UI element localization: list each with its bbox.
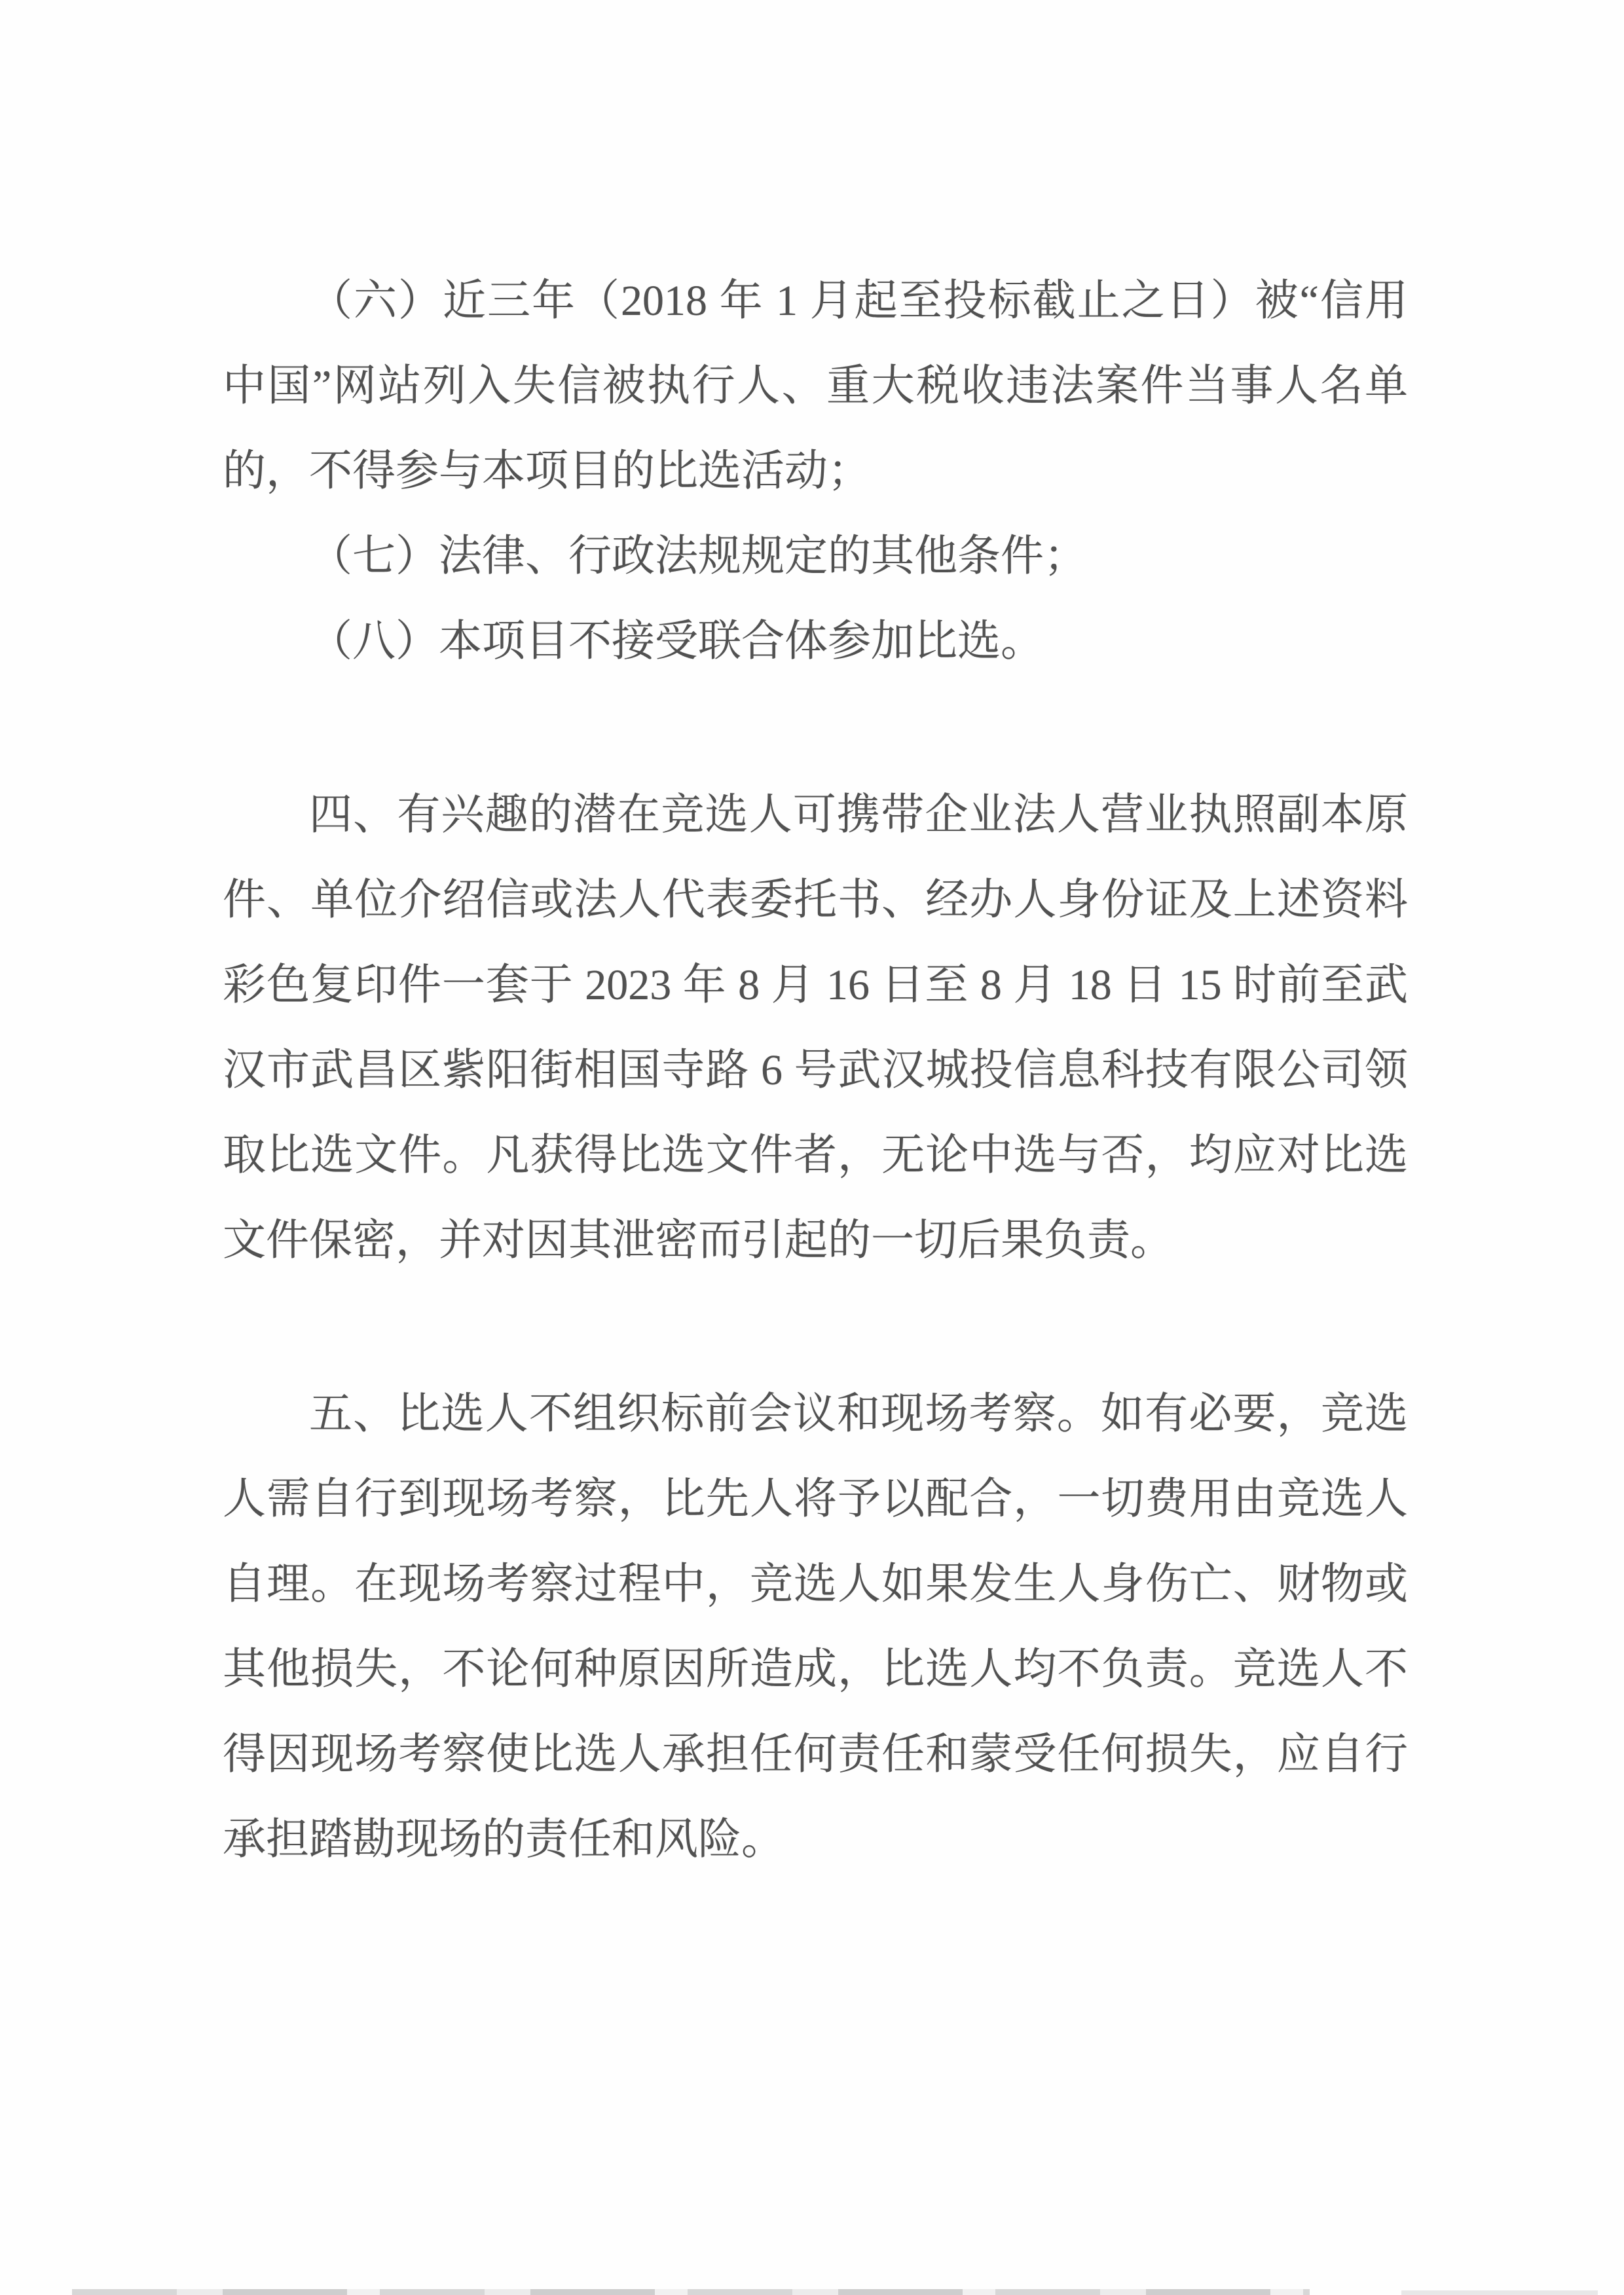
text-line: 文件保密，并对因其泄密而引起的一切后果负责。: [223, 1217, 1173, 1264]
paragraph-section-4: [223, 773, 1408, 1283]
text-line: （八）本项目不接受联合体参加比选。: [309, 617, 1044, 665]
text-line: 得因现场考察使比选人承担任何责任和蒙受任何损失，应自行: [223, 1731, 1408, 1778]
scan-edge-artifact: [1401, 2290, 1598, 2295]
text-line: 五、比选人不组织标前会议和现场考察。如有必要，竞选: [309, 1390, 1408, 1438]
text-line: （六）近三年（2018 年 1 月起至投标截止之日）被“信用: [309, 277, 1408, 325]
paragraph-item-6: [223, 259, 1408, 514]
paragraph-item-8: [223, 599, 1408, 684]
text-line: 汉市武昌区紫阳街相国寺路 6 号武汉城投信息科技有限公司领: [223, 1046, 1408, 1094]
text-line: 彩色复印件一套于 2023 年 8 月 16 日至 8 月 18 日 15 时前至武: [223, 961, 1408, 1009]
text-line: 的，不得参与本项目的比选活动；: [223, 447, 871, 495]
text-line: 承担踏勘现场的责任和风险。: [223, 1816, 784, 1864]
text-line: 其他损失，不论何种原因所造成，比选人均不负责。竞选人不: [223, 1645, 1408, 1693]
document-text-block: [223, 259, 1408, 1882]
scan-edge-artifact: [72, 2289, 1310, 2295]
text-line: 件、单位介绍信或法人代表委托书、经办人身份证及上述资料: [223, 876, 1408, 924]
text-line: 自理。在现场考察过程中，竞选人如果发生人身伤亡、财物或: [223, 1560, 1408, 1608]
paragraph-item-7: [223, 514, 1408, 599]
text-line: （七）法律、行政法规规定的其他条件；: [309, 532, 1087, 580]
paragraph-section-5: [223, 1372, 1408, 1882]
text-line: 人需自行到现场考察，比先人将予以配合，一切费用由竞选人: [223, 1475, 1408, 1523]
text-line: 中国”网站列入失信被执行人、重大税收违法案件当事人名单: [223, 362, 1408, 410]
text-line: 四、有兴趣的潜在竞选人可携带企业法人营业执照副本原: [309, 791, 1408, 839]
text-line: 取比选文件。凡获得比选文件者，无论中选与否，均应对比选: [223, 1131, 1408, 1179]
